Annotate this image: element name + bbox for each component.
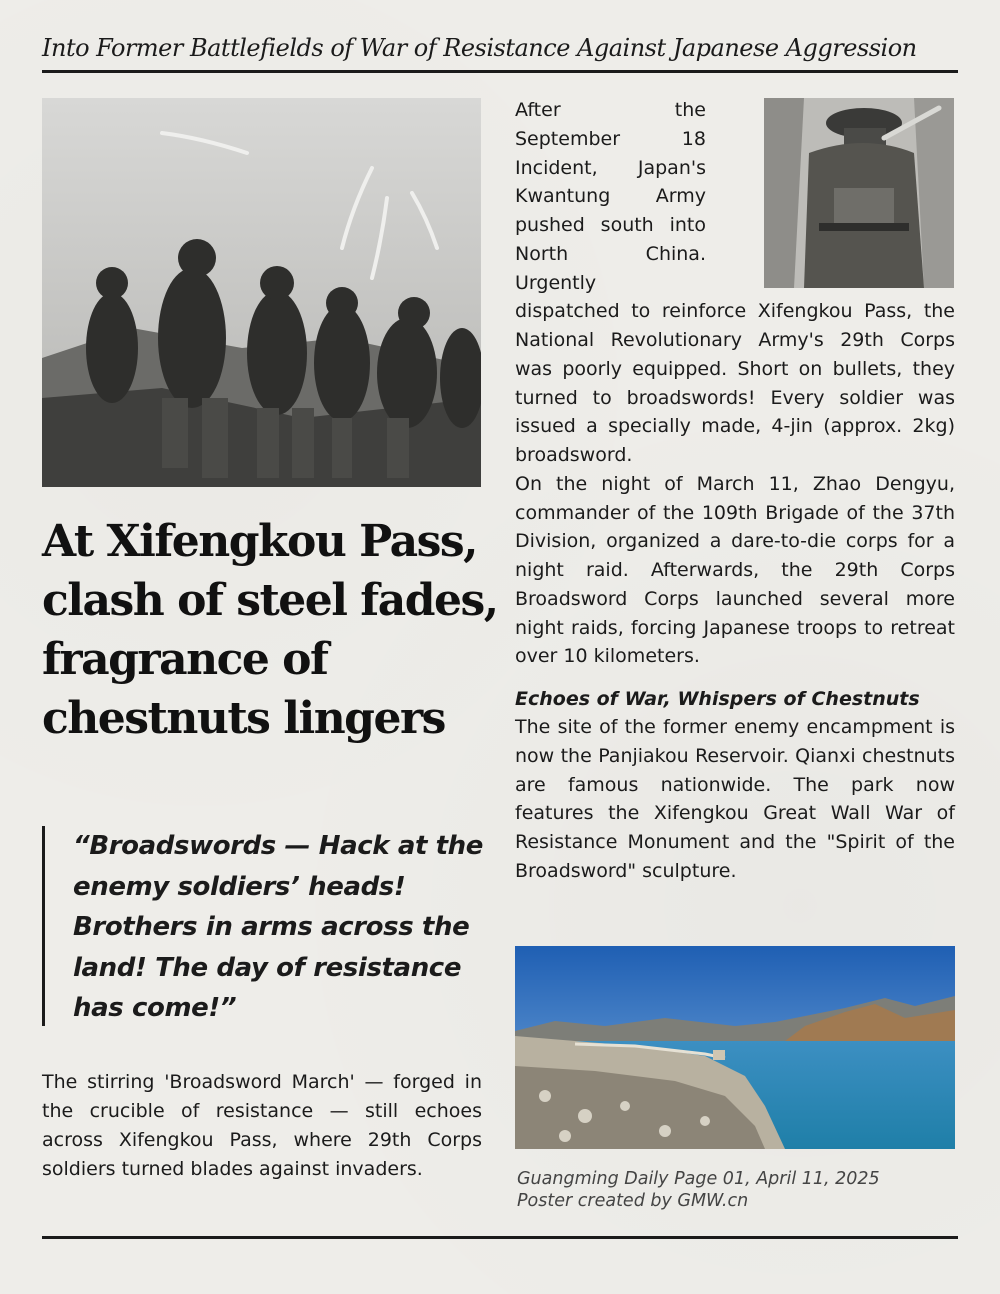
pull-quote: “Broadswords — Hack at the enemy soldiers’ heads! Brothers in arms across the land! The day of resistance has come!” xyxy=(42,826,493,1026)
header-rule xyxy=(42,70,958,73)
portrait-photo-spacer xyxy=(706,96,955,294)
article-closing-paragraph: The site of the former enemy encampment is now the Panjiakou Reservoir. Qianxi chestnuts are famous nationwide. The park now features the Xifengkou Great Wall War of Resistance Monument and the "Spirit of the Broadsword" sculpture. xyxy=(515,716,955,882)
poster-credit: Poster created by GMW.cn xyxy=(517,1191,749,1211)
headline: At Xifengkou Pass, clash of steel fades, fragrance of chestnuts lingers xyxy=(42,516,498,744)
source-credit: Guangming Daily Page 01, April 11, 2025 xyxy=(517,1169,880,1189)
intro-paragraph: The stirring 'Broadsword March' — forged in the crucible of resistance — still echoes across Xifengkou Pass, where 29th Corps soldiers turned blades against invaders. xyxy=(42,1071,482,1180)
article-paragraph: On the night of March 11, Zhao Dengyu, commander of the 109th Brigade of the 37th Division, organized a dare-to-die corps for a night raid. Afterwards, the 29th Corps Broadsword Corps launched several more night raids, forcing Japanese troops to retreat over 10 kilometers. xyxy=(515,472,955,668)
article-body xyxy=(515,96,955,886)
footer-rule xyxy=(42,1236,958,1239)
series-title: Into Former Battlefields of War of Resistance Against Japanese Aggression xyxy=(42,34,917,62)
article-paragraph: After the September 18 Incident, Japan's Kwantung Army pushed south into North China. Urgently dispatched to reinforce Xifengkou Pass, the National Revolutionary Army's 29th Corps was poorly equipped. Short on bullets, they turned to broadswords! Every soldier was issued a specially made, 4-jin (approx. 2kg) broadsword. xyxy=(515,99,955,466)
credits xyxy=(517,1168,957,1212)
reservoir-landscape-photo xyxy=(515,946,955,1149)
article-subheading: Echoes of War, Whispers of Chestnuts xyxy=(515,688,920,710)
soldiers-broadsword-photo xyxy=(42,98,481,487)
